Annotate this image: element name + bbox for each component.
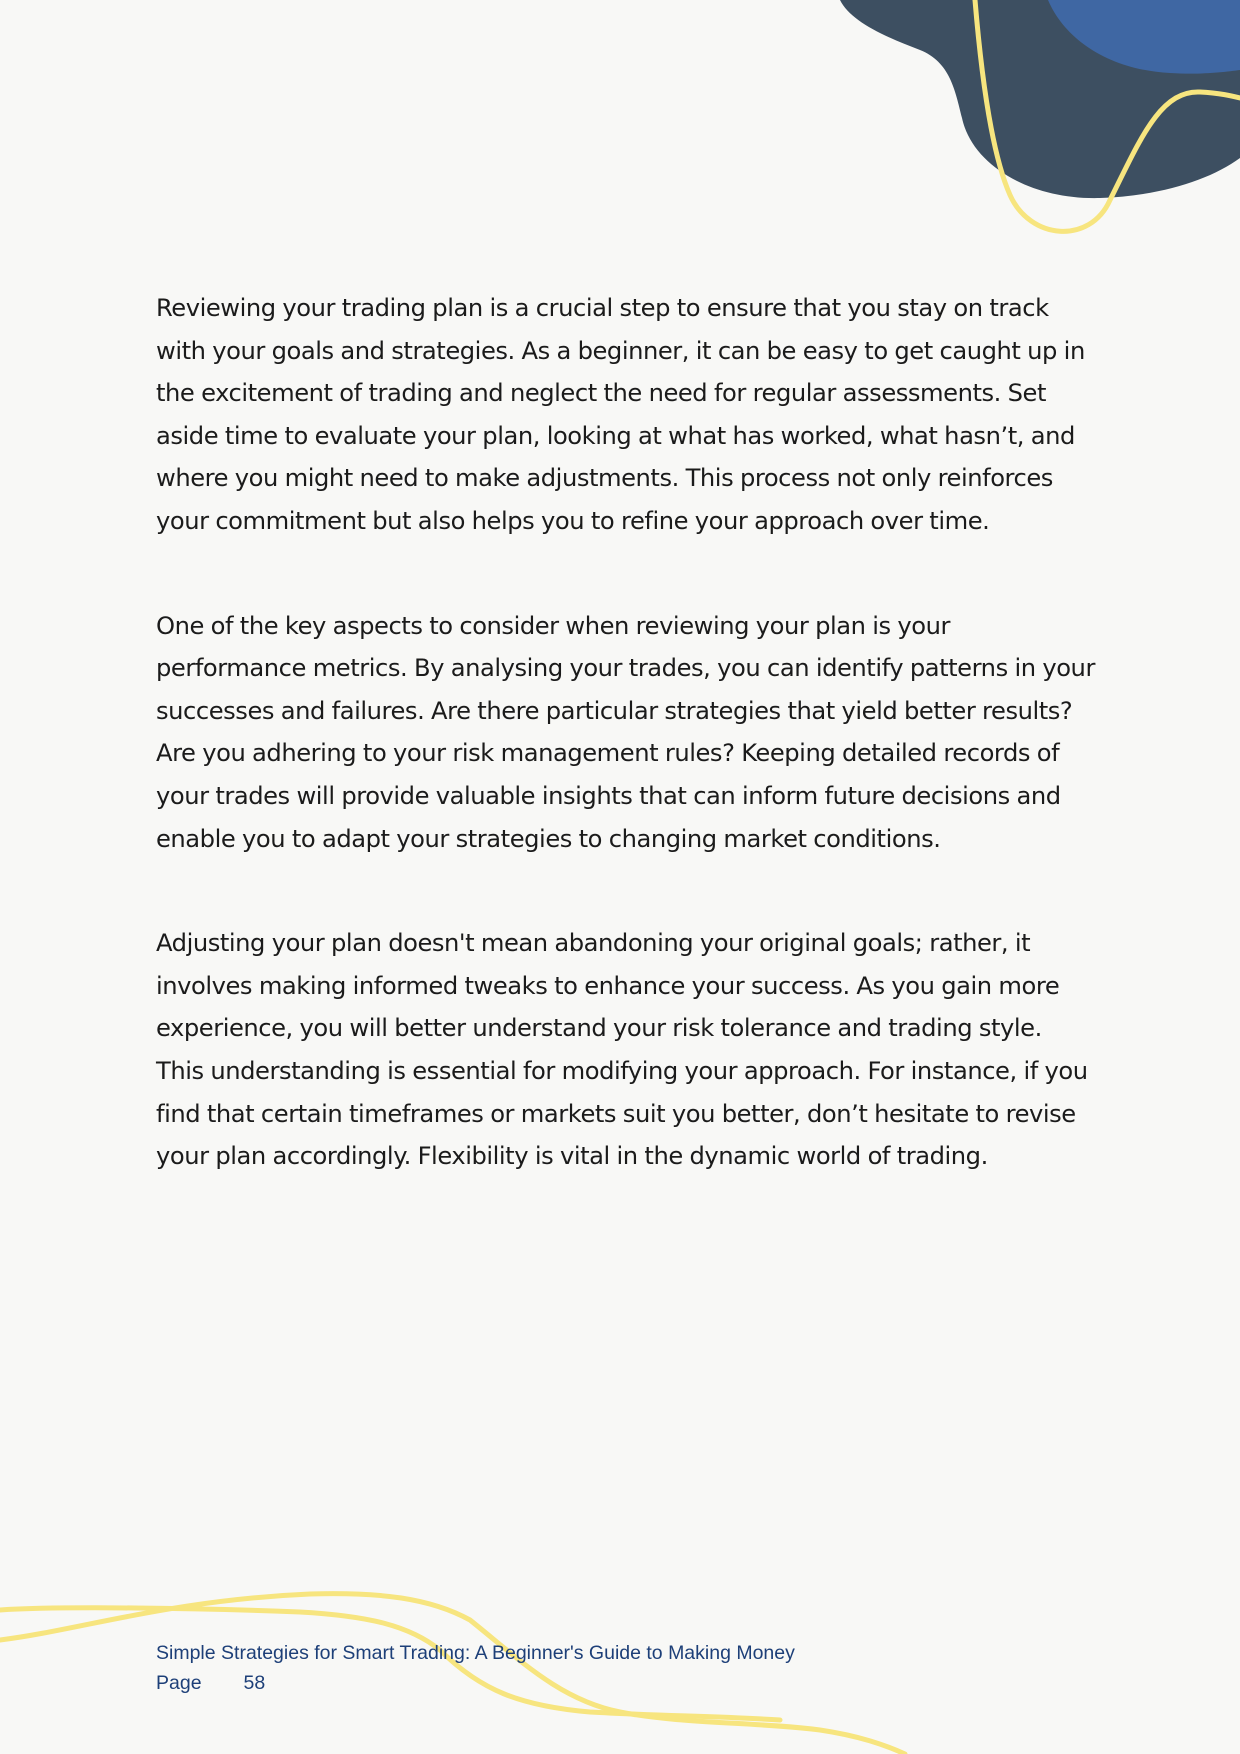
footer-book-title: Simple Strategies for Smart Trading: A Beginner's Guide to Making Money (156, 1642, 795, 1664)
body-paragraph-1: Reviewing your trading plan is a crucial step to ensure that you stay on track with your goals and strategies. As a beginner, it can be easy to get caught up in the excitement of trading and neglect the need for regular assessments. Set aside time to evaluate your plan, looking at what has worked, what hasn’t, and where you might need to make adjustments. This process not only reinforces your commitment but also helps you to refine your approach over time. (156, 294, 1085, 535)
yellow-curve-line (975, 0, 1240, 231)
body-paragraph-2: One of the key aspects to consider when reviewing your plan is your performance metrics. By analysing your trades, you can identify patterns in your successes and failures. Are there particular strategies that yield better results? Are you adhering to your risk management rules? Keeping detailed records of your trades will provide valuable insights that can inform future decisions and enable you to adapt your strategies to changing market conditions. (156, 611, 1095, 853)
body-paragraph-3: Adjusting your plan doesn't mean abandoning your original goals; rather, it involves making informed tweaks to enhance your success. As you gain more experience, you will better understand your risk tolerance and trading style. This understanding is essential for modifying your approach. For instance, if you find that certain timeframes or markets suit you better, don’t hesitate to revise your plan accordingly. Flexibility is vital in the dynamic world of trading. (156, 929, 1088, 1171)
blue-blob-shape (1048, 0, 1240, 74)
footer-page-number: 58 (243, 1672, 266, 1694)
footer-page-label: Page (156, 1672, 202, 1694)
main-content (156, 287, 1096, 1240)
dark-blob-shape (840, 0, 1240, 198)
page-footer (156, 1638, 795, 1698)
footer-page-indicator (156, 1668, 795, 1698)
top-right-blob-decoration (0, 0, 1240, 260)
